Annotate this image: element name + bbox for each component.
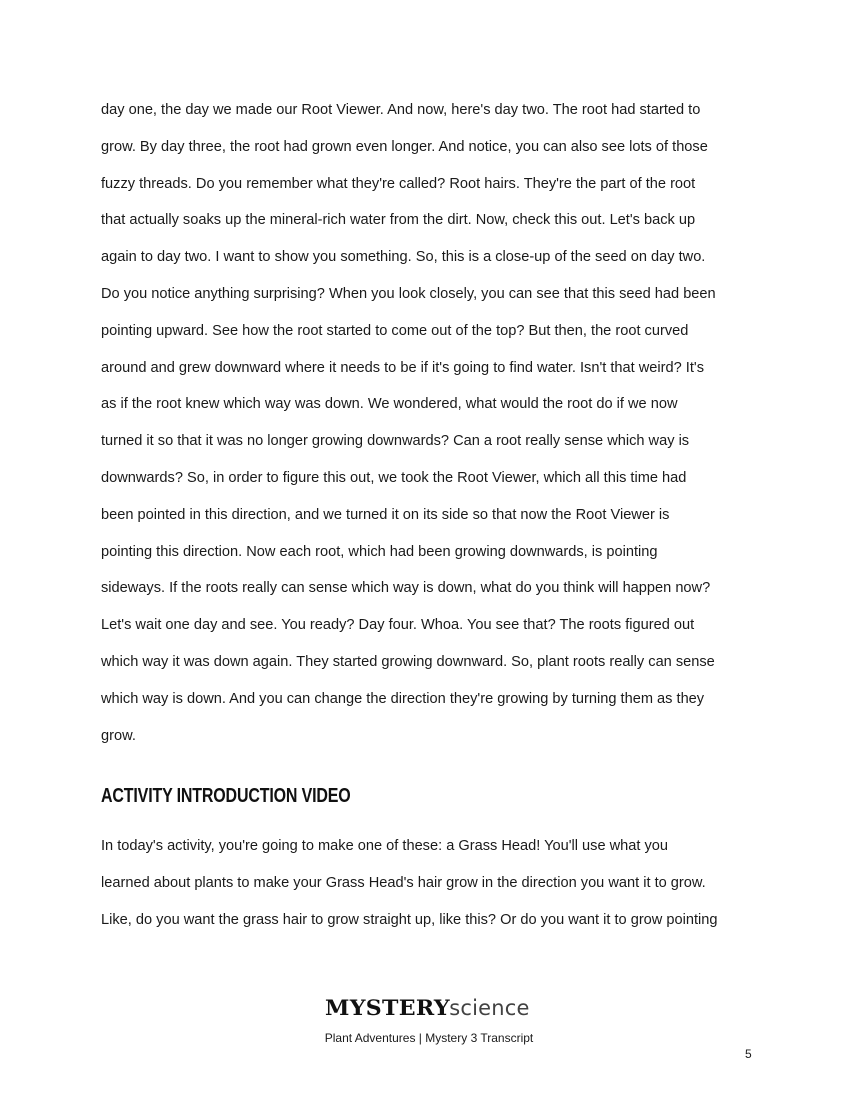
page-number: 5 <box>745 1047 752 1061</box>
text-line: downwards? So, in order to figure this out, we took the Root Viewer, which all this time had <box>101 469 687 486</box>
text-line: pointing this direction. Now each root, which had been growing downwards, is pointing <box>101 543 658 560</box>
text-line: day one, the day we made our Root Viewer. And now, here's day two. The root had started to <box>101 102 701 118</box>
text-line: grow. By day three, the root had grown even longer. And notice, you can also see lots of those <box>101 138 708 155</box>
text-line: pointing upward. See how the root started to come out of the top? But then, the root curved <box>101 322 689 339</box>
text-line: sideways. If the roots really can sense which way is down, what do you think will happen now? <box>101 580 711 597</box>
text-line: learned about plants to make your Grass Head's hair grow in the direction you want it to grow. <box>101 874 706 891</box>
text-line: fuzzy threads. Do you remember what they're called? Root hairs. They're the part of the root <box>101 175 696 192</box>
text-line: In today's activity, you're going to make one of these: a Grass Head! You'll use what you <box>101 838 669 854</box>
text-line: Do you notice anything surprising? When you look closely, you can see that this seed had been <box>101 285 716 302</box>
text-line: as if the root knew which way was down. We wondered, what would the root do if we now <box>101 396 678 413</box>
text-line: which way is down. And you can change the direction they're growing by turning them as they <box>101 690 705 707</box>
text-line: which way it was down again. They started growing downward. So, plant roots really can sense <box>101 653 715 670</box>
text-line: turned it so that it was no longer growing downwards? Can a root really sense which way is <box>101 433 690 450</box>
text-line: that actually soaks up the mineral-rich water from the dirt. Now, check this out. Let's back up <box>101 212 696 229</box>
text-line: Like, do you want the grass hair to grow straight up, like this? Or do you want it to grow pointing <box>101 911 718 928</box>
text-line: around and grew downward where it needs to be if it's going to find water. Isn't that weird? It's <box>101 359 704 376</box>
text-line: grow. <box>101 727 136 744</box>
section-heading: ACTIVITY INTRODUCTION VIDEO <box>101 784 351 807</box>
footer-caption: Plant Adventures | Mystery 3 Transcript <box>324 1031 534 1045</box>
mystery-science-logo <box>0 996 858 1023</box>
text-line: again to day two. I want to show you something. So, this is a close-up of the seed on day two. <box>101 249 706 266</box>
logo-bold-text: MYSTERY <box>325 995 451 1020</box>
transcript-paragraph-2 <box>101 828 771 938</box>
transcript-paragraph-1 <box>101 92 771 754</box>
text-line: been pointed in this direction, and we turned it on its side so that now the Root Viewer is <box>101 506 670 523</box>
logo-light-text: science <box>449 996 530 1020</box>
text-line: Let's wait one day and see. You ready? Day four. Whoa. You see that? The roots figured out <box>101 617 695 634</box>
